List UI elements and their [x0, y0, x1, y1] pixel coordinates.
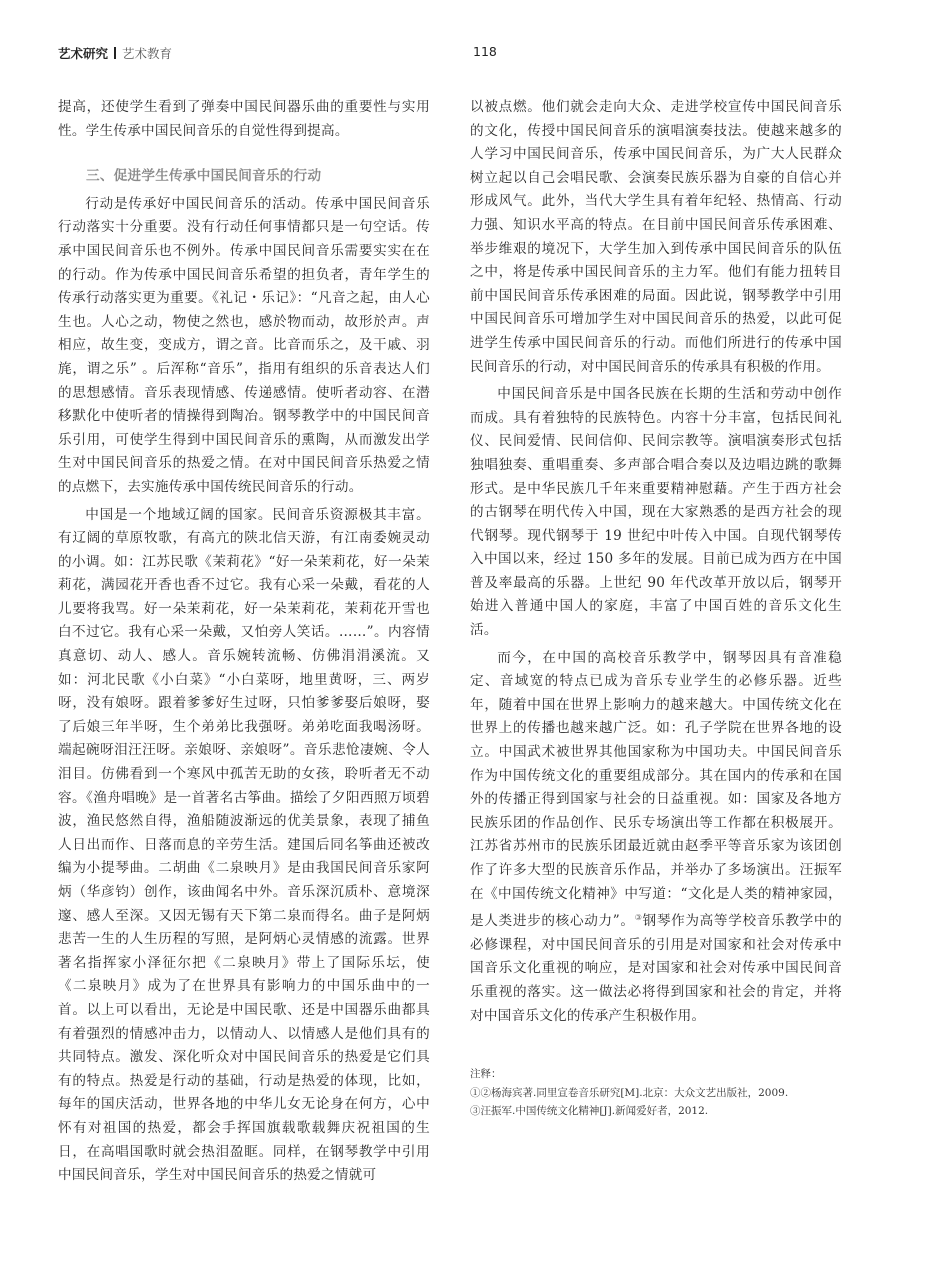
header-separator	[114, 47, 116, 59]
page-header	[58, 44, 898, 66]
page-number: 118	[473, 44, 497, 59]
paragraph: 提高，还使学生看到了弹奏中国民间器乐曲的重要性与实用性。学生传承中国民间音乐的自觉性得到提高。	[58, 99, 430, 139]
paragraph: 以被点燃。他们就会走向大众、走进学校宣传中国民间音乐的文化，传授中国民间音乐的演唱演奏技法。使越来越多的人学习中国民间音乐，传承中国民间音乐，为广大人民群众树立起以自己会唱民歌、会演奏民族乐器为自豪的自信心并形成风气。此外，当代大学生具有着年纪轻、热情高、行动力强、知识水平高的特点。在目前中国民间音乐传承困难、举步维艰的境况下，大学生加入到传承中国民间音乐的队伍之中，将是传承中国民间音乐的主力军。他们有能力扭转目前中国民间音乐传承困难的局面。因此说，钢琴教学中引用中国民间音乐可增加学生对中国民间音乐的热爱，以此可促进学生传承中国民间音乐的行动。而他们所进行的传承中国民间音乐的行动，对中国民间音乐的传承具有积极的作用。	[470, 99, 842, 375]
footnote-item: ③汪振军.中国传统文化精神[J].新闻爱好者，2012.	[470, 1105, 709, 1117]
paragraph	[470, 647, 842, 1029]
section-name: 艺术教育	[122, 46, 173, 61]
footnotes	[470, 1065, 842, 1121]
paragraph-text: 钢琴作为高等学校音乐教学中的必修课程，对中国民间音乐的引用是对国家和社会对传承中国音乐文化重视的响应，是对国家和社会对传承中国民间音乐重视的落实。这一做法必将得到国家和社会的肯定，并将对中国音乐文化的传承产生积极作用。	[470, 913, 842, 1024]
section-heading: 三、促进学生传承中国民间音乐的行动	[86, 168, 322, 185]
footnotes-title: 注释：	[470, 1068, 502, 1080]
right-column	[470, 96, 842, 1028]
paragraph-text: 而今，在中国的高校音乐教学中，钢琴因具有音准稳定、音域宽的特点已成为音乐专业学生的必修乐器。近些年，随着中国在世界上影响力的越来越大。中国传统文化在世界上的传播也越来越广泛。如：孔子学院在世界各地的设立。中国武术被世界其他国家称为中国功夫。中国民间音乐作为中国传统文化的重要组成部分。其在国内的传承和在国外的传播正得到国家与社会的日益重视。如：国家及各地方民族乐团的作品创作、民乐专场演出等工作都在积极展开。江苏省苏州市的民族乐团最近就由赵季平等音乐家为该团创作了许多大型的民族音乐作品，并举办了多场演出。汪振军在《中国传统文化精神》中写道：“文化是人类的精神家园，是人类进步的核心动力”。	[470, 649, 842, 930]
paragraph: 中国民间音乐是中国各民族在长期的生活和劳动中创作而成。具有着独特的民族特色。内容十分丰富，包括民间礼仪、民间爱情、民间信仰、民间宗教等。演唱演奏形式包括独唱独奏、重唱重奏、多声部合唱合奏以及边唱边跳的歌舞形式。是中华民族几千年来重要精神慰藉。产生于西方社会的古钢琴在明代传入中国，现在大家熟悉的是西方社会的现代钢琴。现代钢琴于 19 世纪中叶传入中国。自现代钢琴传入中国以来，经过 150 多年的发展。目前已成为西方在中国普及率最高的乐器。上世纪 90 年代改革开放以后，钢琴开始进入普通中国人的家庭，丰富了中国百姓的音乐文化生活。	[470, 386, 842, 639]
journal-name: 艺术研究	[58, 46, 109, 61]
footnote-marker: ③	[634, 913, 643, 923]
paragraph: 行动是传承好中国民间音乐的活动。传承中国民间音乐行动落实十分重要。没有行动任何事情都只是一句空话。传承中国民间音乐也不例外。传承中国民间音乐需要实实在在的行动。作为传承中国民间音乐希望的担负者，青年学生的传承行动落实更为重要。《礼记・乐记》：“凡音之起，由人心生也。人心之动，物使之然也，感於物而动，故形於声。声相应，故生变，变成方，谓之音。比音而乐之，及干戚、羽旄，谓之乐” 。后浑称“音乐”，指用有组织的乐音表达人们的思想感情。音乐表现情感、传递感情。使听者动容、在潜移默化中使听者的情操得到陶冶。钢琴教学中的中国民间音乐引用，可使学生得到中国民间音乐的熏陶，从而激发出学生对中国民间音乐的热爱之情。在对中国民间音乐热爱之情的点燃下，去实施传承中国传统民间音乐的行动。	[58, 195, 430, 495]
footnote-item: ①②杨海宾著.同里宣卷音乐研究[M].北京：大众文艺出版社，2009.	[470, 1086, 789, 1099]
left-column	[58, 96, 430, 1188]
paragraph: 中国是一个地域辽阔的国家。民间音乐资源极其丰富。有辽阔的草原牧歌，有高亢的陕北信天游，有江南委婉灵动的小调。如：江苏民歌《茉莉花》“好一朵茉莉花，好一朵茉莉花，满园花开香也香不过它。我有心采一朵戴，看花的人儿要将我骂。好一朵茉莉花，好一朵茉莉花，茉莉花开雪也白不过它。我有心采一朵戴，又怕旁人笑话。……”。内容情真意切、动人、感人。音乐婉转流畅、仿佛涓涓溪流。又如：河北民歌《小白菜》“小白菜呀，地里黄呀，三、两岁呀，没有娘呀。跟着爹爹好生过呀，只怕爹爹娶后娘呀，娶了后娘三年半呀，生个弟弟比我强呀。弟弟吃面我喝汤呀。端起碗呀泪汪汪呀。亲娘呀、亲娘呀”。音乐悲怆凄婉、令人泪目。仿佛看到一个寒风中孤苦无助的女孩，聆听者无不动容。《渔舟唱晚》是一首著名古筝曲。描绘了夕阳西照万顷碧波，渔民悠然自得，渔船随波渐远的优美景象，表现了捕鱼人日出而作、日落而息的辛劳生活。建国后同名筝曲还被改编为小提琴曲。二胡曲《二泉映月》是由我国民间音乐家阿炳（华彦钧）创作，该曲闻名中外。音乐深沉质朴、意境深邃、感人至深。又因无锡有天下第二泉而得名。曲子是阿炳悲苦一生的人生历程的写照，是阿炳心灵情感的流露。世界著名指挥家小泽征尔把《二泉映月》带上了国际乐坛，使《二泉映月》成为了在世界具有影响力的中国乐曲中的一首。以上可以看出，无论是中国民歌、还是中国器乐曲都具有着强烈的情感冲击力，以情动人、以情感人是他们具有的共同特点。激发、深化听众对中国民间音乐的热爱是它们具有的特点。热爱是行动的基础，行动是热爱的体现，比如，每年的国庆活动，世界各地的中华儿女无论身在何方，心中怀有对祖国的热爱，都会手挥国旗载歌载舞庆祝祖国的生日，在高唱国歌时就会热泪盈眶。同样，在钢琴教学中引用中国民间音乐，学生对中国民间音乐的热爱之情就可	[58, 506, 430, 1184]
journal-title	[58, 44, 172, 62]
